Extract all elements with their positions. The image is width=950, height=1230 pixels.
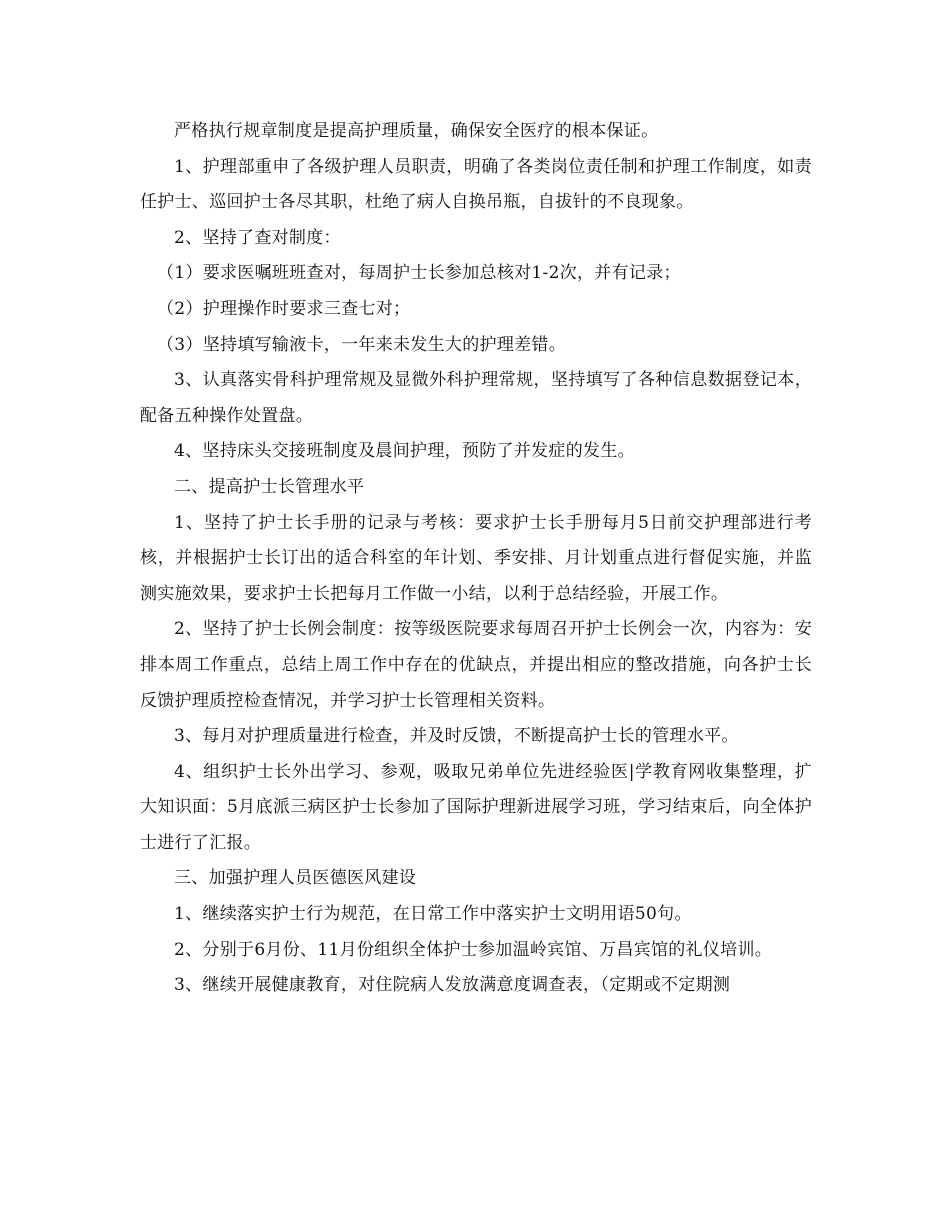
paragraph-item: 4、坚持床头交接班制度及晨间护理，预防了并发症的发生。	[174, 441, 635, 462]
paragraph-item: 1、继续落实护士行为规范，在日常工作中落实护士文明用语50句。	[174, 904, 692, 925]
paragraph-item: 4、组织护士长外出学习、参观，吸取兄弟单位先进经验医|学教育网收集整理，扩大知识面：5月底派三病区护士长参加了国际护理新进展学习班，学习结束后，向全体护士进行了汇报。	[140, 761, 812, 853]
paragraph-item: 3、继续开展健康教育，对住院病人发放满意度调查表，（定期或不定期测	[174, 975, 731, 996]
paragraph-item: 3、认真落实骨科护理常规及显微外科护理常规，坚持填写了各种信息数据登记本，配备五种操作处置盘。	[140, 370, 812, 426]
intro-paragraph: 严格执行规章制度是提高护理质量，确保安全医疗的根本保证。	[174, 121, 659, 141]
sub-item: （2）护理操作时要求三查七对；	[157, 298, 411, 319]
paragraph-item: 2、坚持了查对制度：	[174, 227, 341, 248]
section-heading: 二、提高护士长管理水平	[174, 476, 365, 497]
document-body	[140, 114, 812, 1004]
paragraph-item: 1、坚持了护士长手册的记录与考核：要求护士长手册每月5日前交护理部进行考核，并根据护士长订出的适合科室的年计划、季安排、月计划重点进行督促实施，并监测实施效果，要求护士长把每月工作做一小结，以利于总结经验，开展工作。	[140, 512, 812, 604]
paragraph-item: 1、护理部重申了各级护理人员职责，明确了各类岗位责任制和护理工作制度，如责任护士、巡回护士各尽其职，杜绝了病人自换吊瓶，自拔针的不良现象。	[140, 156, 812, 213]
section-heading: 三、加强护理人员医德医风建设	[174, 868, 417, 889]
sub-item: （1）要求医嘱班班查对，每周护士长参加总核对1-2次，并有记录；	[157, 263, 681, 284]
paragraph-item: 2、坚持了护士长例会制度：按等级医院要求每周召开护士长例会一次，内容为：安排本周工作重点，总结上周工作中存在的优缺点，并提出相应的整改措施，向各护士长反馈护理质控检查情况，并学习护士长管理相关资料。	[140, 619, 812, 711]
paragraph-item: 3、每月对护理质量进行检查，并及时反馈，不断提高护士长的管理水平。	[174, 726, 739, 747]
paragraph-item: 2、分别于6月份、11月份组织全体护士参加温岭宾馆、万昌宾馆的礼仪培训。	[174, 939, 773, 960]
sub-item: （3）坚持填写输液卡，一年来未发生大的护理差错。	[157, 334, 567, 355]
